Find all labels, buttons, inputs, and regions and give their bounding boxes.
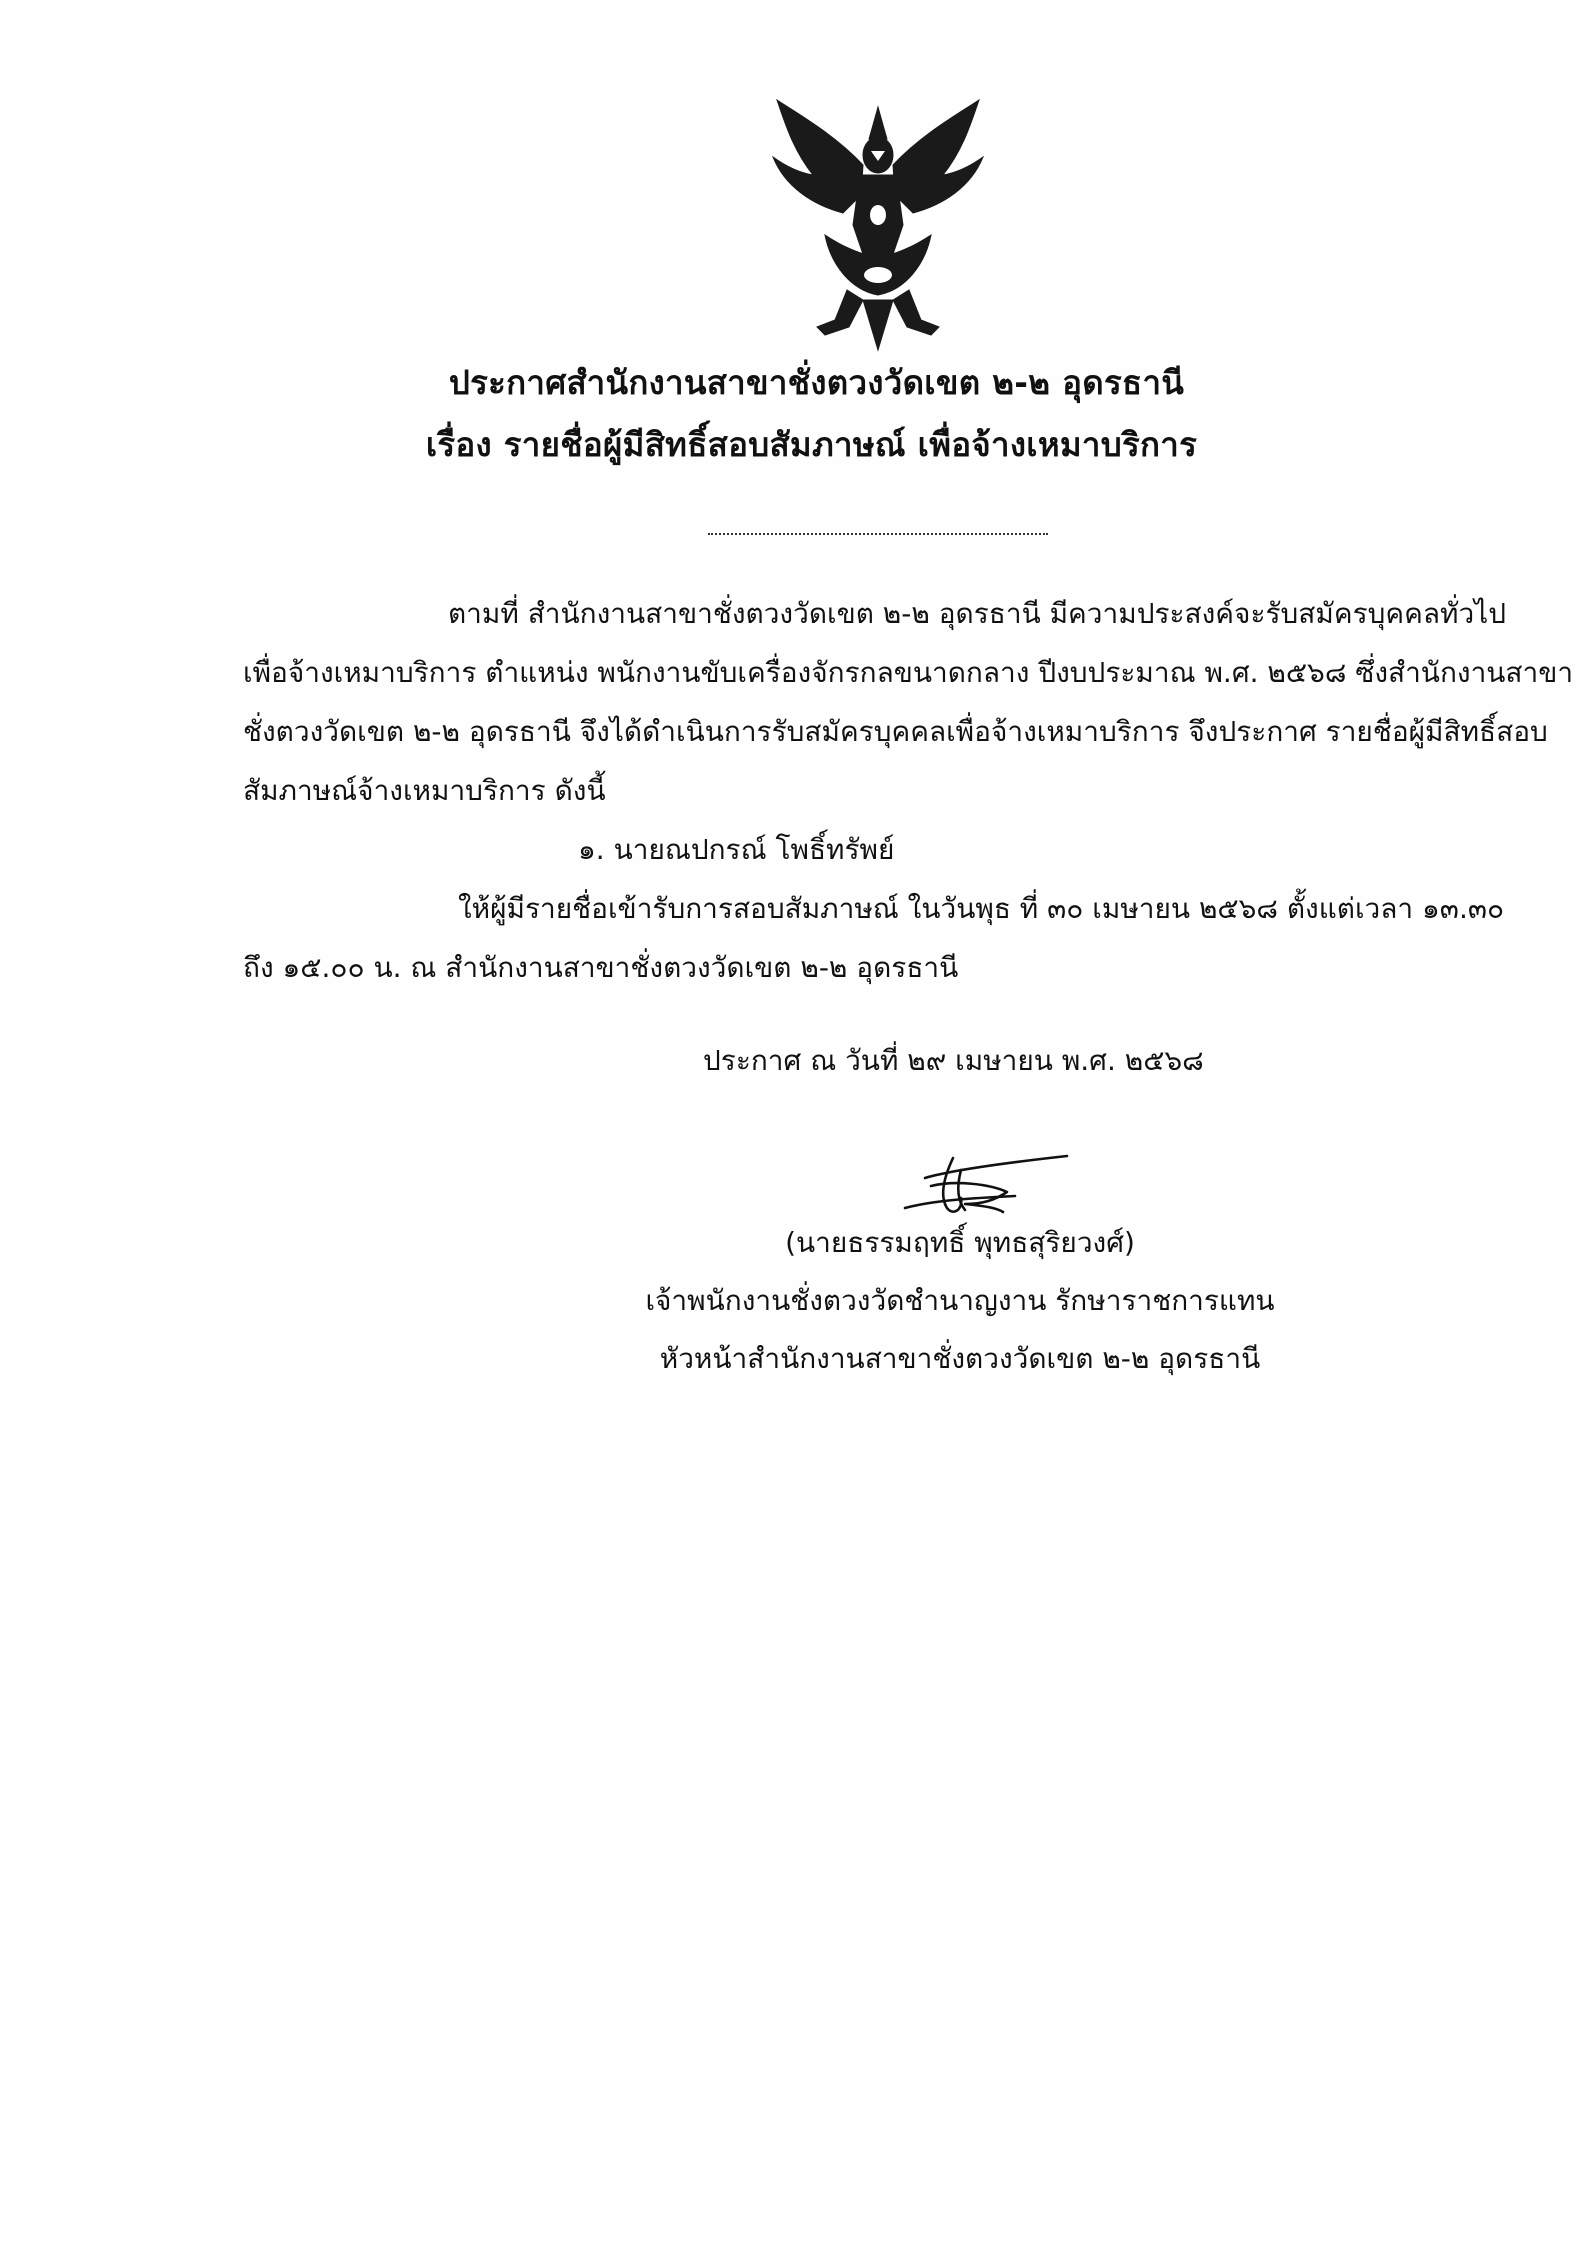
signer-office: หัวหน้าสำนักงานสาขาชั่งตวงวัดเขต ๒-๒ อุดรธานี (659, 1342, 1261, 1375)
dotted-divider (708, 533, 1048, 535)
announcement-date: ประกาศ ณ วันที่ ๒๙ เมษายน พ.ศ. ๒๕๖๘ (703, 1044, 1204, 1077)
candidate-list-item: ๑. นายณปกรณ์ โพธิ์ทรัพย์ (578, 833, 895, 866)
body-line: ชั่งตวงวัดเขต ๒-๒ อุดรธานี จึงได้ดำเนินการรับสมัครบุคคลเพื่อจ้างเหมาบริการ จึงประกาศ รายชื่อผู้มีสิทธิ์สอบ (243, 715, 1548, 748)
signer-block (620, 1214, 1300, 1388)
signer-name: (นายธรรมฤทธิ์ พุทธสุริยวงศ์) (785, 1226, 1135, 1259)
announcement-subject: เรื่อง รายชื่อผู้มีสิทธิ์สอบสัมภาษณ์ เพื่อจ้างเหมาบริการ (425, 425, 1198, 464)
body-line: สัมภาษณ์จ้างเหมาบริการ ดังนี้ (243, 774, 606, 807)
announcement-heading (0, 352, 1583, 476)
instruction-line: ถึง ๑๕.๐๐ น. ณ สำนักงานสาขาชั่งตวงวัดเขต ๒-๒ อุดรธานี (243, 951, 959, 984)
body-line: ตามที่ สำนักงานสาขาชั่งตวงวัดเขต ๒-๒ อุดรธานี มีความประสงค์จะรับสมัครบุคคลทั่วไป (448, 597, 1507, 630)
garuda-emblem-icon (765, 95, 991, 353)
announcement-body (243, 584, 1574, 997)
instruction-line: ให้ผู้มีรายชื่อเข้ารับการสอบสัมภาษณ์ ในวันพุธ ที่ ๓๐ เมษายน ๒๕๖๘ ตั้งแต่เวลา ๑๓.๓๐ (458, 892, 1505, 925)
body-line: เพื่อจ้างเหมาบริการ ตำแหน่ง พนักงานขับเครื่องจักรกลขนาดกลาง ปีงบประมาณ พ.ศ. ๒๕๖๘ ซึ่งสำนักงานสาขา (243, 656, 1574, 689)
signer-position: เจ้าพนักงานชั่งตวงวัดชำนาญงาน รักษาราชการแทน (645, 1284, 1275, 1317)
announcement-title: ประกาศสำนักงานสาขาชั่งตวงวัดเขต ๒-๒ อุดรธานี (448, 363, 1185, 402)
